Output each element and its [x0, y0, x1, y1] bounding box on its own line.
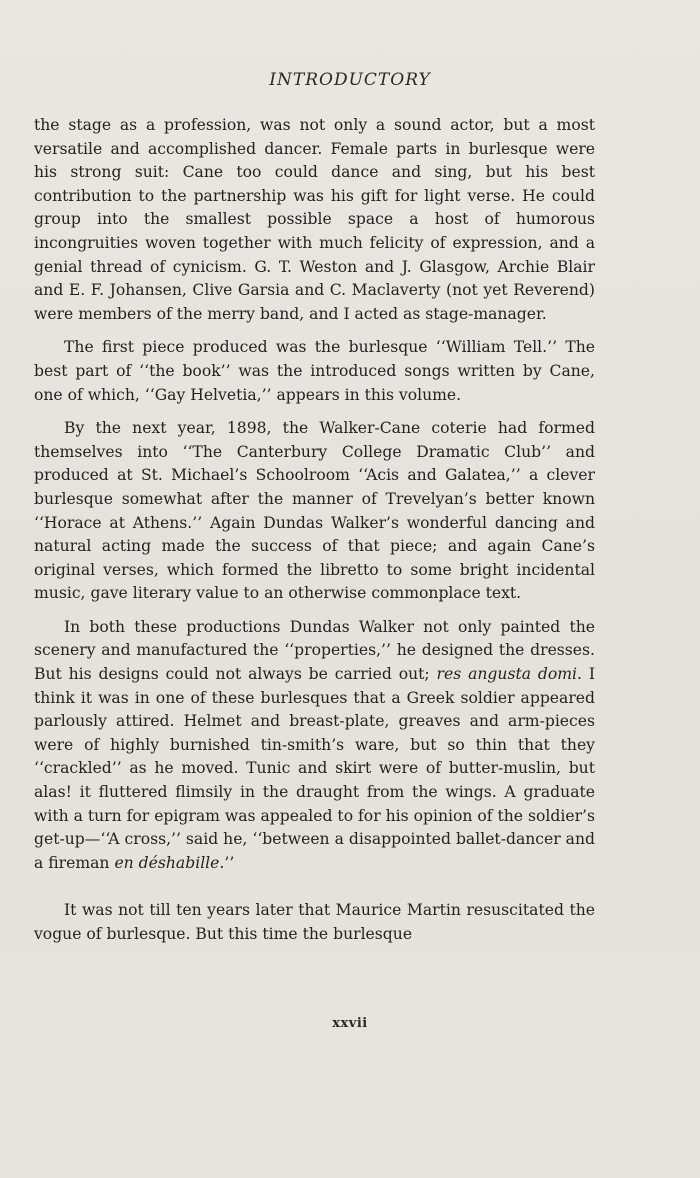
- paragraph-5: It was not till ten years later that Maurice Martin resuscitated the vogue of burlesque. But this time the burlesque: [34, 901, 595, 943]
- paragraph-4-text-a: In both these productions Dundas Walker not only painted the scenery and manufactured the ‘‘properties,’’ he designed the dresses. But his designs could not always be carried out;: [34, 617, 595, 684]
- paragraph-2: The first piece produced was the burlesque ‘‘William Tell.’’ The best part of ‘‘the book’’ was the introduced songs written by Cane, one of which, ‘‘Gay Helvetia,’’ appears in this volume.: [34, 338, 595, 404]
- running-head: INTRODUCTORY: [269, 70, 431, 90]
- body-text: [34, 114, 595, 957]
- closing-quote: ’’: [224, 853, 235, 872]
- paragraph-1: the stage as a profession, was not only a sound actor, but a most versatile and accomplished dancer. Female parts in burlesque were his strong suit: Cane too could dance and sing, but his best contribution to the partnership was his gift for light verse. He could group into the smallest possible space a host of humorous incongruities woven together with much felicity of expression, and a genial thread of cynicism. G. T. Weston and J. Glasgow, Archie Blair and E. F. Johansen, Clive Garsia and C. Maclaverty (not yet Reverend) were members of the merry band, and I acted as stage-manager.: [34, 116, 595, 323]
- page-number: xxvii: [332, 1016, 368, 1031]
- paragraph-3: By the next year, 1898, the Walker-Cane coterie had formed themselves into ‘‘The Canterbury College Dramatic Club’’ and produced at St. Michael’s Schoolroom ‘‘Acis and Galatea,’’ a clever burlesque somewhat after the manner of Trevelyan’s better known ‘‘Horace at Athens.’’ Again Dundas Walker’s wonderful dancing and natural acting made the success of that piece; and again Cane’s original verses, which formed the libretto to some bright incidental music, gave literary value to an otherwise commonplace text.: [34, 419, 595, 603]
- paragraph-4-text-b: I think it was in one of these burlesques that a Greek soldier appeared parlously attired. Helmet and breast-plate, greaves and arm-pieces were of highly burnished tin-smith’s ware, but so thin that they ‘‘crackled’’ as he moved. Tunic and skirt were of butter-muslin, but alas! it fluttered flimsily in the draught from the wings. A graduate with a turn for epigram was appealed to for his opinion of the soldier’s get-up—‘‘A cross,’’ said he, ‘‘between a disappointed ballet-dancer and a fireman: [34, 665, 595, 872]
- french-phrase: en déshabille.: [114, 853, 225, 872]
- paragraph-4: [34, 616, 595, 876]
- latin-phrase: res angusta domi.: [436, 665, 582, 684]
